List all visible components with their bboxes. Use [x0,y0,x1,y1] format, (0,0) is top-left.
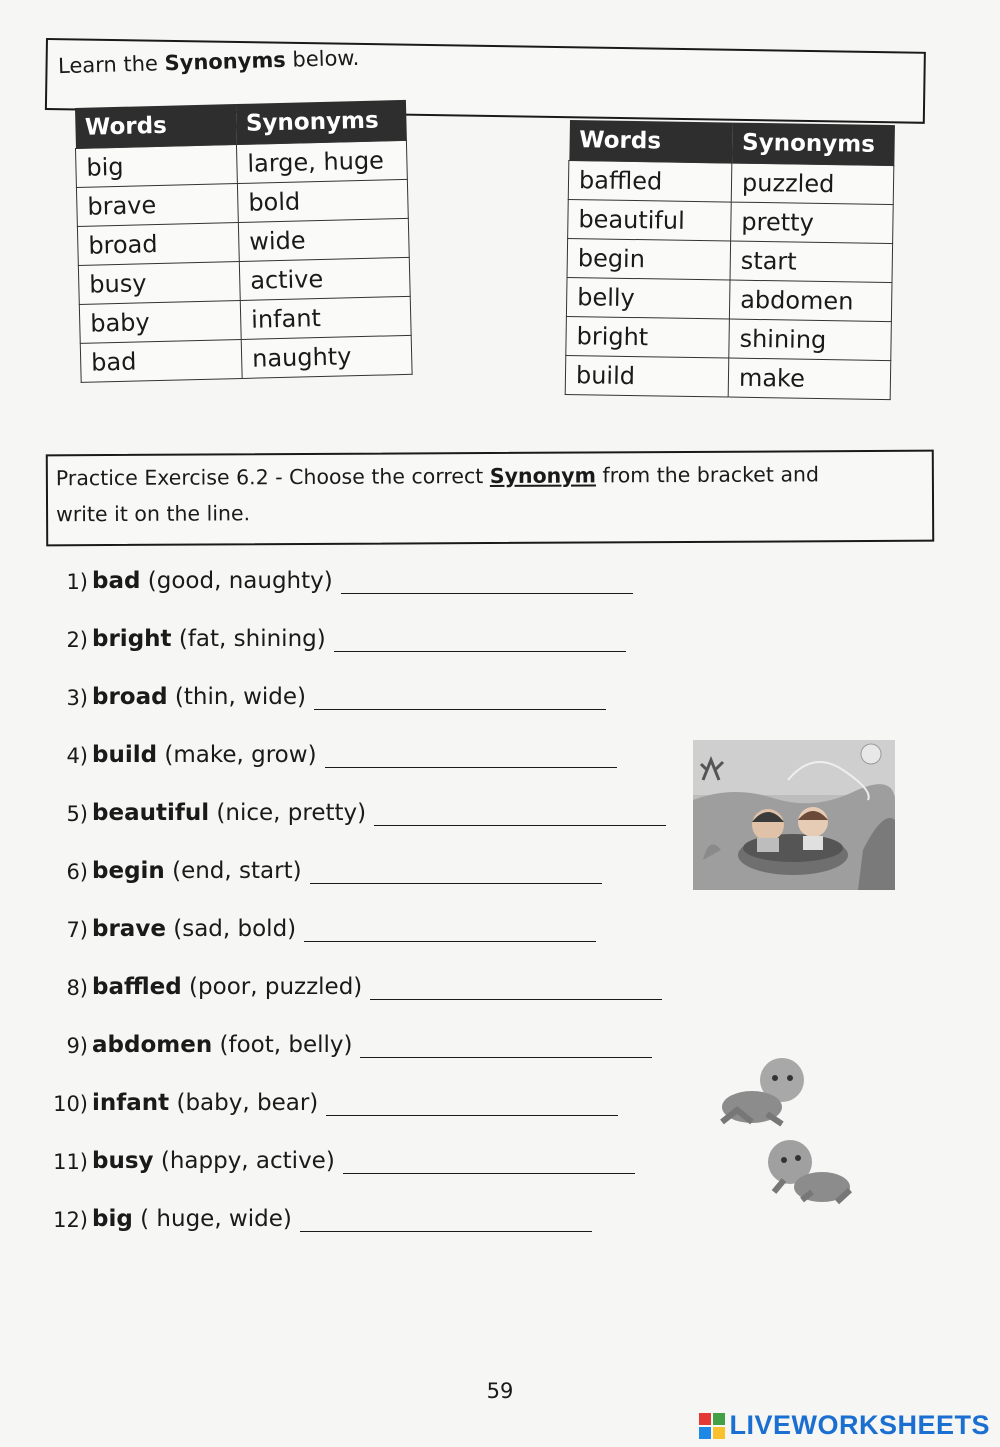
answer-line[interactable] [304,917,596,942]
column-header: Words [569,120,733,163]
word-cell: begin [567,238,731,280]
synonym-cell: pretty [731,202,894,244]
question-item: 6) begin (end, start) [48,850,602,884]
synonym-cell: infant [240,296,411,339]
word-cell: baby [79,300,241,343]
answer-line[interactable] [341,569,633,594]
answer-line[interactable] [314,685,606,710]
word-cell: busy [78,262,240,305]
word-cell: build [565,355,729,397]
answer-line[interactable] [334,627,626,652]
column-header: Synonyms [235,100,406,145]
answer-line[interactable] [343,1149,635,1174]
question-item: 10) infant (baby, bear) [48,1082,618,1116]
synonym-cell: naughty [241,335,412,378]
synonym-cell: active [239,257,410,300]
children-boat-illustration [693,740,895,890]
question-item: 12) big ( huge, wide) [48,1198,592,1232]
table-row [568,161,894,205]
word-cell: beautiful [568,199,732,241]
word-cell: brave [76,184,238,227]
word-cell: belly [566,277,730,319]
synonym-cell: large, huge [236,140,407,183]
answer-line[interactable] [360,1033,652,1058]
answer-line[interactable] [325,743,617,768]
crawling-babies-illustration [712,1052,857,1212]
synonyms-table-right [565,120,895,400]
liveworksheets-logo[interactable] [699,1410,990,1441]
table-row [80,335,412,382]
synonym-cell: shining [729,319,892,361]
practice-instructions-box [46,450,934,547]
liveworksheets-icon [699,1413,725,1439]
synonym-cell: wide [238,218,409,261]
question-item: 7) brave (sad, bold) [48,908,596,942]
synonym-cell: start [730,241,893,283]
synonym-cell: abdomen [729,280,892,322]
word-cell: baffled [568,161,732,203]
word-cell: broad [77,223,239,266]
learn-synonyms-text: Learn the Synonyms below. [57,45,360,79]
question-item: 8) baffled (poor, puzzled) [48,966,662,1000]
table-row [565,355,891,399]
word-cell: bad [80,339,242,382]
question-item: 5) beautiful (nice, pretty) [48,792,666,826]
answer-line[interactable] [370,975,662,1000]
answer-line[interactable] [300,1207,592,1232]
table-row [568,199,894,243]
page-number: 59 [486,1379,514,1403]
synonyms-table-left [74,100,413,383]
question-item: 4) build (make, grow) [48,734,617,768]
column-header: Words [74,104,236,148]
synonym-cell: puzzled [731,163,894,205]
question-item: 3) broad (thin, wide) [48,676,606,710]
table-row [567,238,893,282]
synonym-cell: make [728,358,891,400]
word-cell: big [75,145,237,188]
synonym-cell: bold [237,179,408,222]
question-item: 1) bad (good, naughty) [48,560,633,594]
answer-line[interactable] [310,859,602,884]
table-row [566,277,892,321]
question-item: 2) bright (fat, shining) [48,618,626,652]
question-item: 9) abdomen (foot, belly) [48,1024,652,1058]
practice-instructions-line2: write it on the line. [56,501,251,527]
question-item: 11) busy (happy, active) [48,1140,635,1174]
answer-line[interactable] [326,1091,618,1116]
answer-line[interactable] [374,801,666,826]
word-cell: bright [566,316,730,358]
brand-text: LIVEWORKSHEETS [729,1410,990,1440]
practice-instructions-line1: Practice Exercise 6.2 - Choose the correct Synonym from the bracket and [55,462,820,491]
column-header: Synonyms [732,123,895,166]
table-row [566,316,892,360]
